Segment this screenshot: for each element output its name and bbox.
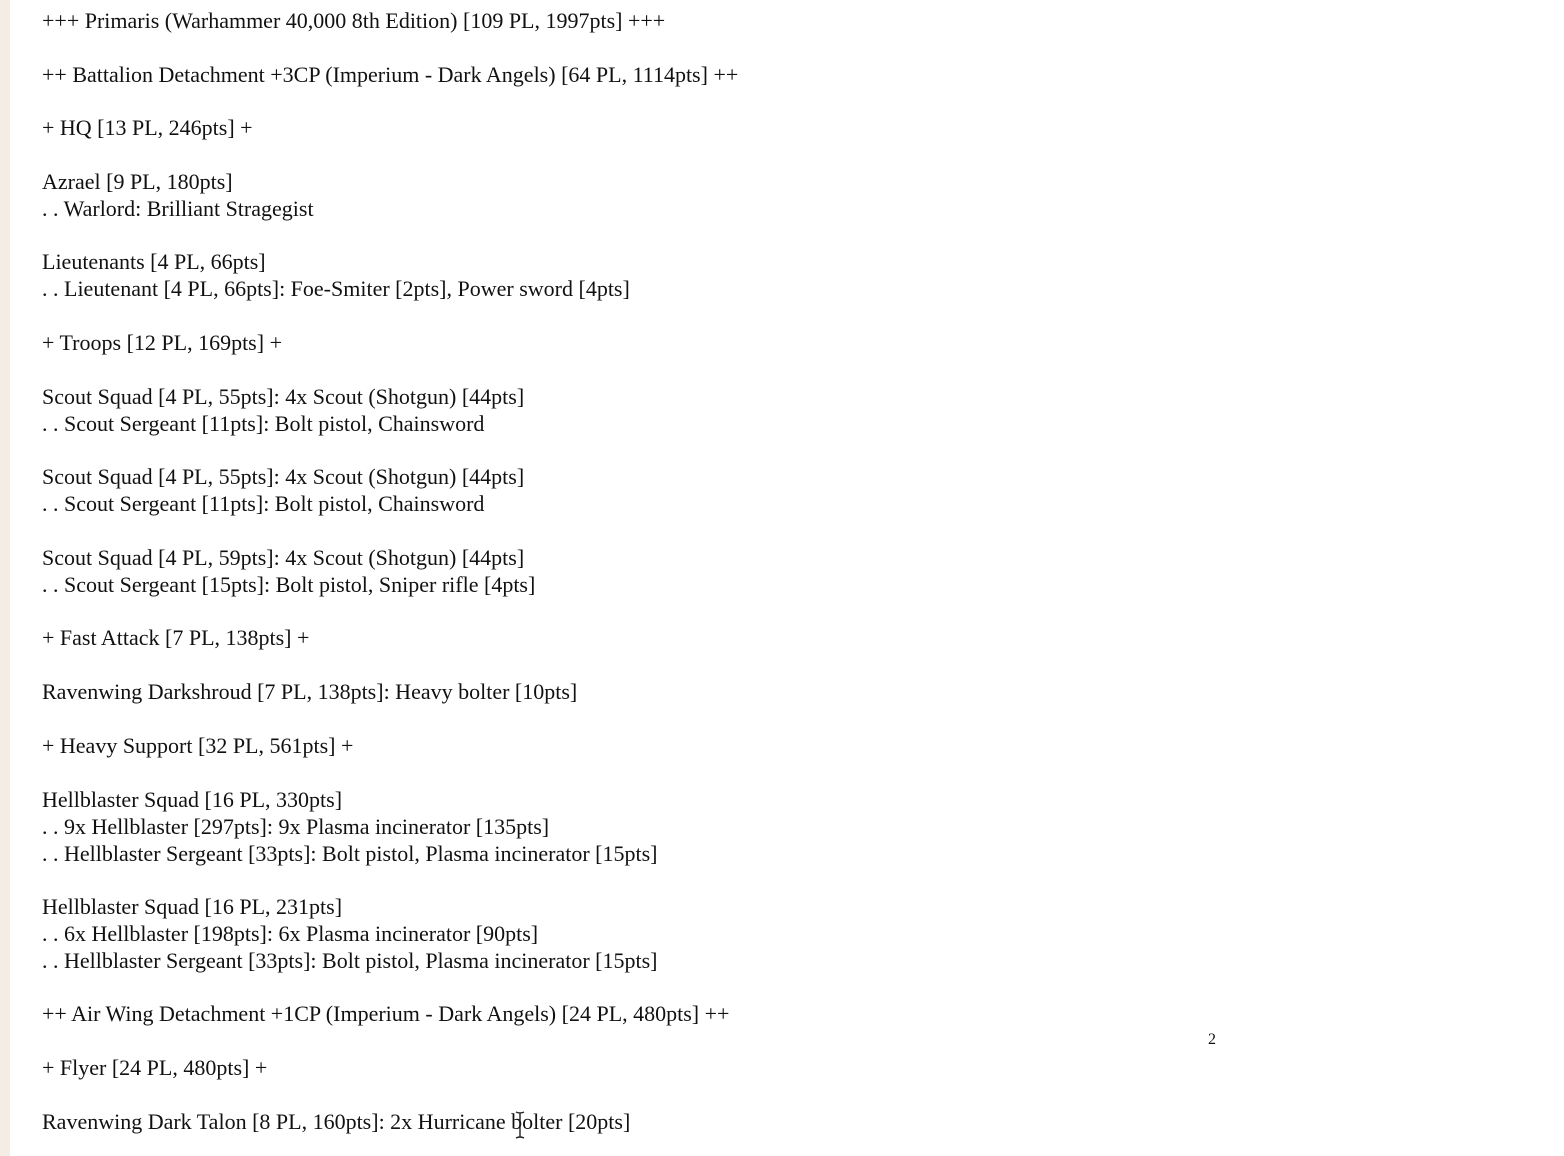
unit-scout-squad-2: Scout Squad [4 PL, 55pts]: 4x Scout (Shotgun) [44pts] [42,464,525,489]
unit-hellblaster-squad-2-detail-1: . . 6x Hellblaster [198pts]: 6x Plasma incinerator [90pts] [42,921,539,946]
unit-ravenwing-dark-talon: Ravenwing Dark Talon [8 PL, 160pts]: 2x Hurricane bolter [20pts] [42,1109,631,1134]
unit-scout-squad-3-detail: . . Scout Sergeant [15pts]: Bolt pistol, Sniper rifle [4pts] [42,572,536,597]
fast-attack-category-header: + Fast Attack [7 PL, 138pts] + [42,625,310,650]
page-edge [0,0,10,1156]
unit-scout-squad-1-detail: . . Scout Sergeant [11pts]: Bolt pistol, Chainsword [42,411,485,436]
unit-lieutenants: Lieutenants [4 PL, 66pts] [42,249,266,274]
heavy-support-category-header: + Heavy Support [32 PL, 561pts] + [42,733,354,758]
air-wing-detachment-header: ++ Air Wing Detachment +1CP (Imperium - Dark Angels) [24 PL, 480pts] ++ [42,1001,730,1026]
unit-ravenwing-darkshroud: Ravenwing Darkshroud [7 PL, 138pts]: Heavy bolter [10pts] [42,679,578,704]
hq-category-header: + HQ [13 PL, 246pts] + [42,115,253,140]
unit-hellblaster-squad-1: Hellblaster Squad [16 PL, 330pts] [42,787,343,812]
unit-hellblaster-squad-1-detail-2: . . Hellblaster Sergeant [33pts]: Bolt pistol, Plasma incinerator [15pts] [42,841,658,866]
troops-category-header: + Troops [12 PL, 169pts] + [42,330,282,355]
unit-lieutenants-detail: . . Lieutenant [4 PL, 66pts]: Foe-Smiter [2pts], Power sword [4pts] [42,276,630,301]
unit-azrael: Azrael [9 PL, 180pts] [42,169,233,194]
unit-scout-squad-1: Scout Squad [4 PL, 55pts]: 4x Scout (Shotgun) [44pts] [42,384,525,409]
unit-hellblaster-squad-1-detail-1: . . 9x Hellblaster [297pts]: 9x Plasma incinerator [135pts] [42,814,550,839]
flyer-category-header: + Flyer [24 PL, 480pts] + [42,1055,268,1080]
unit-hellblaster-squad-2-detail-2: . . Hellblaster Sergeant [33pts]: Bolt pistol, Plasma incinerator [15pts] [42,948,658,973]
battalion-detachment-header: ++ Battalion Detachment +3CP (Imperium - Dark Angels) [64 PL, 1114pts] ++ [42,62,739,87]
unit-hellblaster-squad-2: Hellblaster Squad [16 PL, 231pts] [42,894,343,919]
unit-scout-squad-2-detail: . . Scout Sergeant [11pts]: Bolt pistol, Chainsword [42,491,485,516]
unit-scout-squad-3: Scout Squad [4 PL, 59pts]: 4x Scout (Shotgun) [44pts] [42,545,525,570]
unit-azrael-detail: . . Warlord: Brilliant Stragegist [42,196,314,221]
text-cursor-icon [514,1110,526,1140]
roster-title: +++ Primaris (Warhammer 40,000 8th Edition) [109 PL, 1997pts] +++ [42,8,666,33]
page-number: 2 [1208,1031,1216,1048]
